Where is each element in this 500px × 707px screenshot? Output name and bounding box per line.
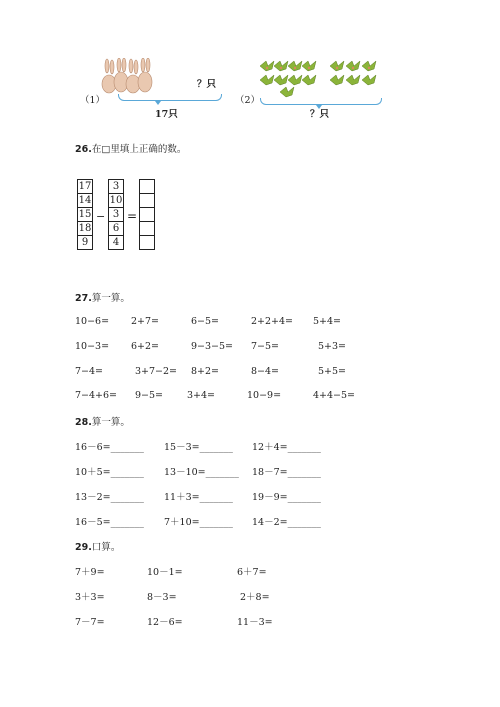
q26-equals-sign: =	[127, 209, 138, 223]
q28-item: 13－10=_______	[164, 467, 239, 478]
q29-item: 2＋8=	[240, 592, 270, 603]
q26-title	[75, 141, 186, 155]
q27-item: 8+2=	[191, 366, 220, 377]
q26-mid-cell: 6	[109, 222, 124, 236]
problem-2-label: （2）	[235, 95, 261, 106]
q29-item: 3＋3=	[75, 592, 105, 603]
q27-item: 8−4=	[251, 366, 280, 377]
q27-item: 10−3=	[75, 341, 110, 352]
q29-item: 8－3=	[147, 592, 177, 603]
q29-item: 7－7=	[75, 617, 105, 628]
q27-item: 3+7−2=	[135, 366, 178, 377]
q27-item: 5+4=	[313, 316, 342, 327]
q27-item: 6+2=	[131, 341, 160, 352]
q27-number: 27.	[75, 293, 92, 304]
q26-answer-box[interactable]	[140, 194, 155, 208]
q27-item: 7−5=	[251, 341, 280, 352]
q29-item: 10－1=	[147, 567, 183, 578]
problem-1-total: 17只	[155, 109, 178, 120]
rabbits-illustration	[100, 58, 155, 96]
q28-item: 10＋5=_______	[75, 467, 144, 478]
q29-title	[75, 539, 120, 553]
problem-1-question: ？只	[197, 79, 217, 90]
q26-answer-box[interactable]	[140, 222, 155, 236]
q27-item: 2+7=	[131, 316, 160, 327]
q26-left-cell: 15	[78, 209, 92, 220]
q28-item: 19－9=_______	[252, 492, 321, 503]
q26-left-cell: 18	[78, 223, 92, 234]
q26-answer-box[interactable]	[140, 208, 155, 222]
q29-number: 29.	[75, 542, 92, 553]
q28-text: 算一算。	[91, 417, 130, 428]
problem-2-question: ？只	[310, 109, 330, 120]
q26-mid-cell: 3	[109, 180, 124, 194]
q26-answer-box[interactable]	[140, 236, 155, 250]
q27-title	[75, 290, 130, 304]
q28-item: 11＋3=_______	[164, 492, 233, 503]
q26-number: 26.	[75, 144, 92, 155]
q26-mid-cell: 10	[109, 195, 123, 206]
q27-item: 9−3−5=	[191, 341, 234, 352]
q27-item: 6−5=	[191, 316, 220, 327]
q27-item: 5+5=	[318, 366, 347, 377]
q27-item: 10−6=	[75, 316, 110, 327]
q26-answer-box[interactable]	[140, 180, 155, 194]
q29-item: 6＋7=	[237, 567, 267, 578]
q29-text: 口算。	[91, 542, 121, 553]
problem-1-brace	[118, 94, 222, 101]
q29-item: 7＋9=	[75, 567, 105, 578]
q26-middle-column	[108, 179, 124, 250]
q27-item: 5+3=	[318, 341, 347, 352]
q28-item: 7＋10=_______	[164, 517, 233, 528]
q26-answer-column	[139, 179, 155, 250]
q28-item: 12＋4=_______	[252, 442, 321, 453]
q28-item: 18－7=_______	[252, 467, 321, 478]
problem-1-brace-tip	[155, 101, 161, 105]
q27-text: 算一算。	[91, 293, 130, 304]
q27-item: 3+4=	[187, 390, 216, 401]
q27-item: 10−9=	[247, 390, 282, 401]
q28-title	[75, 414, 130, 428]
q27-item: 4+4−5=	[313, 390, 356, 401]
q27-item: 2+2+4=	[251, 316, 294, 327]
q26-left-cell: 9	[78, 236, 93, 250]
problem-2-brace	[260, 98, 382, 105]
q26-left-column	[77, 179, 93, 250]
q28-item: 16－6=_______	[75, 442, 144, 453]
q26-text: 在□里填上正确的数。	[91, 144, 187, 155]
q27-item: 9−5=	[135, 390, 164, 401]
q28-item: 14－2=_______	[252, 517, 321, 528]
q26-left-cell: 17	[78, 181, 92, 192]
q26-mid-cell: 3	[109, 208, 124, 222]
q28-item: 15－3=_______	[164, 442, 233, 453]
q28-item: 16－5=_______	[75, 517, 144, 528]
birds-illustration	[258, 58, 383, 100]
q26-minus-sign: −	[96, 210, 106, 223]
q28-item: 13－2=_______	[75, 492, 144, 503]
q27-item: 7−4+6=	[75, 390, 118, 401]
q26-mid-cell: 4	[109, 236, 124, 250]
q29-item: 12－6=	[147, 617, 183, 628]
q26-left-cell: 14	[78, 195, 92, 206]
q28-number: 28.	[75, 417, 92, 428]
q27-item: 7−4=	[75, 366, 104, 377]
problem-1-label: （1）	[80, 95, 106, 106]
q29-item: 11－3=	[237, 617, 273, 628]
